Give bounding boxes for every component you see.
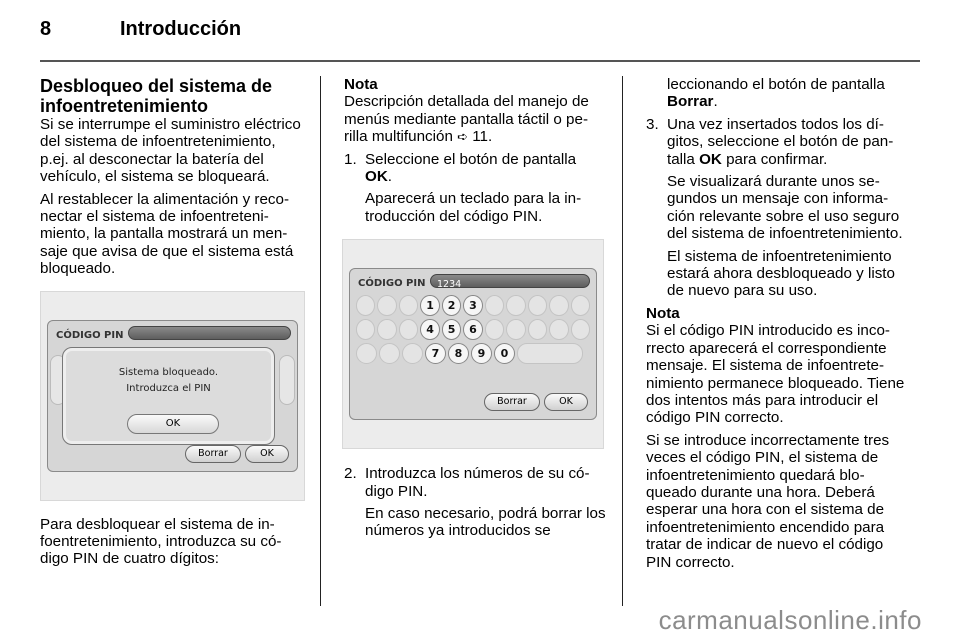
- blank-key: [571, 295, 590, 316]
- ok-button[interactable]: OK: [544, 393, 588, 411]
- page-ref-number: 11.: [468, 128, 493, 146]
- dialog-line-1: Sistema bloqueado.: [118, 366, 219, 378]
- step-text-part: .: [387, 168, 393, 186]
- step-subtext: Aparecerá un teclado para la introducción del código PIN.: [365, 190, 582, 225]
- blank-key: [356, 295, 375, 316]
- blank-key: [506, 319, 525, 340]
- blank-key: [356, 343, 377, 364]
- blank-key: [528, 295, 547, 316]
- step-text: Introduzca los números de su código PIN.: [365, 465, 590, 500]
- step-text-part: para confirmar.: [721, 150, 828, 168]
- step-text: [667, 76, 908, 111]
- locked-dialog: [62, 347, 275, 445]
- blank-key: [549, 295, 568, 316]
- note-label: Nota: [344, 76, 378, 93]
- digit-key[interactable]: 3: [463, 295, 482, 316]
- blank-key: [528, 319, 547, 340]
- pin-label: CÓDIGO PIN: [358, 278, 426, 290]
- digit-key[interactable]: 5: [442, 319, 461, 340]
- step-text-part: Una vez insertados todos los dígitos, seleccione el botón de pantalla: [667, 115, 894, 168]
- step-bold-label: OK: [365, 168, 388, 186]
- intro-paragraph: Si se interrumpe el suministro eléctrico del sistema de infoentretenimiento, p.ej. al desconectar la batería del vehículo, el sistema se bloqueará.: [40, 116, 301, 186]
- side-bubble: [279, 355, 295, 405]
- pin-display-bar: [430, 274, 590, 291]
- keypad-row-2: [356, 319, 590, 340]
- step-number: 3.: [646, 115, 659, 133]
- digit-key[interactable]: 7: [425, 343, 446, 364]
- note-label: Nota: [646, 304, 680, 322]
- keypad: [356, 295, 590, 367]
- button-row: [484, 393, 588, 411]
- column-1: [40, 76, 305, 573]
- digit-key[interactable]: 4: [420, 319, 439, 340]
- digit-key[interactable]: 9: [471, 343, 492, 364]
- column-2: [344, 76, 606, 545]
- column-divider: [622, 76, 623, 606]
- borrar-button[interactable]: Borrar: [185, 445, 241, 463]
- blank-key: [485, 319, 504, 340]
- step-number: 2.: [344, 465, 357, 483]
- page-ref-arrow-icon: ➪: [457, 129, 469, 145]
- step-bold-label: Borrar: [667, 93, 714, 111]
- step-number: 1.: [344, 150, 357, 168]
- step-text-part: leccionando el botón de pantalla: [667, 76, 885, 93]
- locked-screen: [47, 320, 298, 472]
- section-title: Desbloqueo del sistema de infoentretenimiento: [40, 76, 273, 116]
- blank-key: [399, 319, 418, 340]
- blank-key: [399, 295, 418, 316]
- blank-key: [377, 295, 396, 316]
- blank-key: [379, 343, 400, 364]
- blank-key: [571, 319, 590, 340]
- step-3: [646, 116, 908, 300]
- digit-key[interactable]: 6: [463, 319, 482, 340]
- pin-label: CÓDIGO PIN: [56, 329, 124, 341]
- keypad-screen-figure: [342, 239, 604, 449]
- note-text: Si el código PIN introducido es incorrecto aparecerá el correspondiente mensaje. El sistema de infoentretenimiento permanece bloqueado. Tiene dos intentos más para introducir el código PIN correcto.: [646, 322, 905, 427]
- step-subtext: Se visualizará durante unos segundos un mensaje con información relevante sobre el uso seguro del sistema de infoentretenimiento.: [667, 173, 903, 243]
- step-subtext: En caso necesario, podrá borrar los números ya introducidos se: [365, 505, 606, 540]
- digit-key[interactable]: 0: [494, 343, 515, 364]
- page-title: Introducción: [120, 18, 242, 40]
- column-divider: [320, 76, 321, 606]
- note-text: [344, 93, 606, 145]
- step-subtext: El sistema de infoentretenimiento estará ahora desbloqueado y listo de nuevo para su uso.: [667, 247, 895, 300]
- step-bold-label: OK: [699, 150, 722, 168]
- digit-key[interactable]: 2: [442, 295, 461, 316]
- step-text: [667, 116, 908, 168]
- blank-key: [356, 319, 375, 340]
- blank-key: [485, 295, 504, 316]
- borrar-button[interactable]: Borrar: [484, 393, 540, 411]
- keypad-screen: [349, 268, 597, 420]
- blank-key: [549, 319, 568, 340]
- locked-screen-figure: [40, 291, 305, 501]
- page-number: 8: [40, 18, 52, 40]
- lockout-paragraph: Si se introduce incorrectamente tres veces el código PIN, el sistema de infoentretenimiento quedará bloqueado durante una hora. Deberá esperar una hora con el sistema de infoentretenimiento encendido para tratar de indicar de nuevo el código PIN correcto.: [646, 431, 890, 571]
- header-rule: [40, 60, 920, 62]
- keypad-row-3: [356, 343, 590, 364]
- step-2-continued: [646, 76, 908, 111]
- step-text-part: .: [713, 93, 718, 111]
- note-text-part: Descripción detallada del manejo de menús mediante pantalla táctil o perilla multifunción: [344, 93, 589, 146]
- ok-button[interactable]: OK: [245, 445, 289, 463]
- pin-display-bar: [128, 326, 291, 340]
- blank-key: [377, 319, 396, 340]
- watermark: carmanualsonline.info: [658, 605, 922, 635]
- keypad-row-1: [356, 295, 590, 316]
- column-3: [646, 76, 908, 576]
- step-text-part: Seleccione el botón de pantalla: [365, 150, 577, 168]
- blank-wide-key: [517, 343, 583, 364]
- reconnect-paragraph: Al restablecer la alimentación y reconectar el sistema de infoentretenimiento, la pantalla mostrará un mensaje que avisa de que el sistema está bloqueado.: [40, 190, 294, 278]
- step-1: [344, 151, 606, 226]
- blank-key: [402, 343, 423, 364]
- step-text: [365, 151, 606, 186]
- dialog-line-2: Introduzca el PIN: [126, 382, 211, 394]
- digit-key[interactable]: 1: [420, 295, 439, 316]
- unlock-paragraph: Para desbloquear el sistema de infoentretenimiento, introduzca su código PIN de cuatro dígitos:: [40, 515, 282, 568]
- digit-key[interactable]: 8: [448, 343, 469, 364]
- button-row: [185, 445, 289, 463]
- blank-key: [506, 295, 525, 316]
- step-2: [344, 465, 606, 540]
- dialog-ok-button[interactable]: OK: [127, 414, 219, 434]
- pin-entered-value: 1234: [437, 279, 462, 291]
